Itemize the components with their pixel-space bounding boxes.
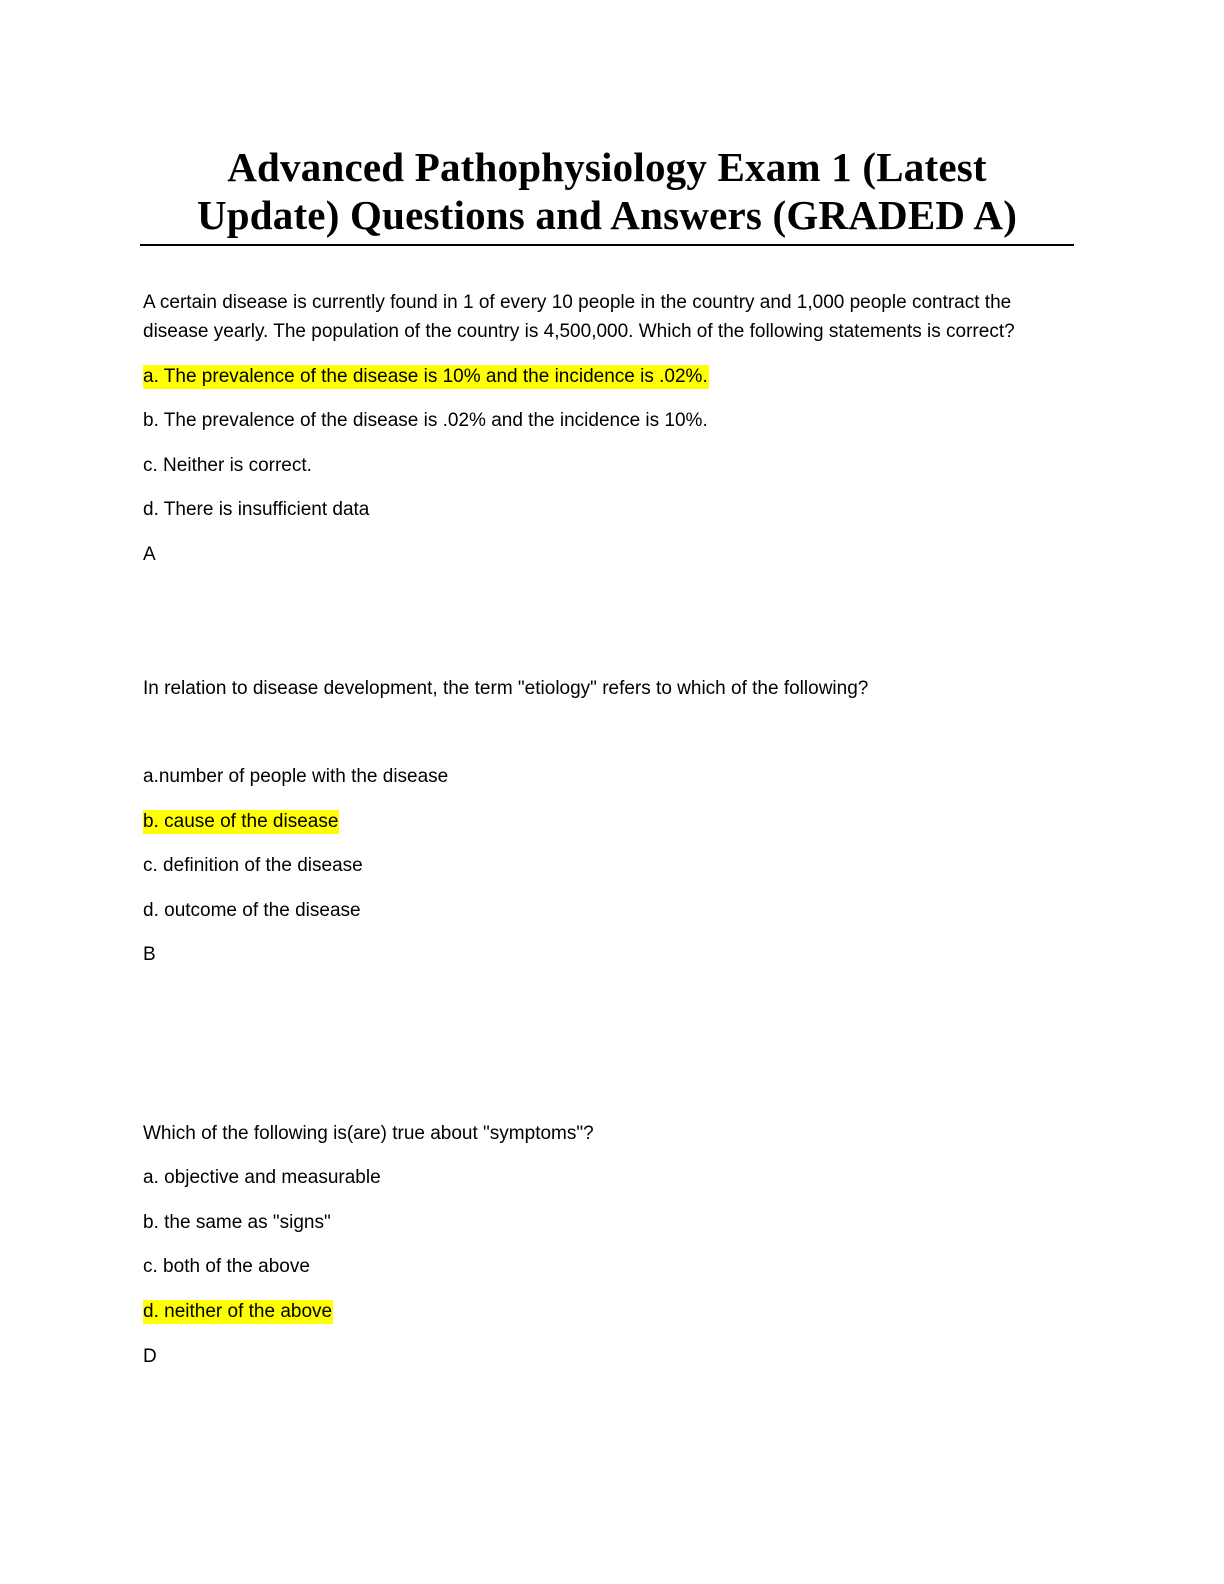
question-3-option-c: c. both of the above xyxy=(143,1256,310,1277)
highlighted-answer: b. cause of the disease xyxy=(143,811,339,832)
question-1-option-c: c. Neither is correct. xyxy=(143,455,312,476)
question-1-answer-key: A xyxy=(143,544,156,565)
question-1-option-d: d. There is insufficient data xyxy=(143,499,370,520)
question-2-option-b xyxy=(143,808,339,836)
question-3-answer-key: D xyxy=(143,1346,157,1367)
question-2-option-a: a.number of people with the disease xyxy=(143,766,449,787)
title-underline xyxy=(140,244,1074,246)
question-2-stem: In relation to disease development, the term "etiology" refers to which of the following? xyxy=(143,678,869,699)
highlighted-answer: a. The prevalence of the disease is 10% and the incidence is .02%. xyxy=(143,366,708,387)
title-line-1: Advanced Pathophysiology Exam 1 (Latest xyxy=(227,144,987,190)
question-1-stem-line-1: A certain disease is currently found in 1 of every 10 people in the country and 1,000 people contract the xyxy=(143,292,1012,313)
question-3-option-d xyxy=(143,1298,333,1326)
question-1-option-b: b. The prevalence of the disease is .02% and the incidence is 10%. xyxy=(143,410,708,431)
question-2-option-c: c. definition of the disease xyxy=(143,855,363,876)
question-1-stem-line-2: disease yearly. The population of the country is 4,500,000. Which of the following statements is correct? xyxy=(143,321,1015,342)
question-3-stem: Which of the following is(are) true about "symptoms"? xyxy=(143,1123,594,1144)
document-title xyxy=(140,143,1074,239)
question-2-answer-key: B xyxy=(143,944,156,965)
question-3-option-a: a. objective and measurable xyxy=(143,1167,381,1188)
question-3-option-b: b. the same as "signs" xyxy=(143,1212,331,1233)
question-2-option-d: d. outcome of the disease xyxy=(143,900,361,921)
title-line-2: Update) Questions and Answers (GRADED A) xyxy=(196,192,1018,238)
question-1-option-a xyxy=(143,363,709,391)
highlighted-answer: d. neither of the above xyxy=(143,1301,333,1322)
